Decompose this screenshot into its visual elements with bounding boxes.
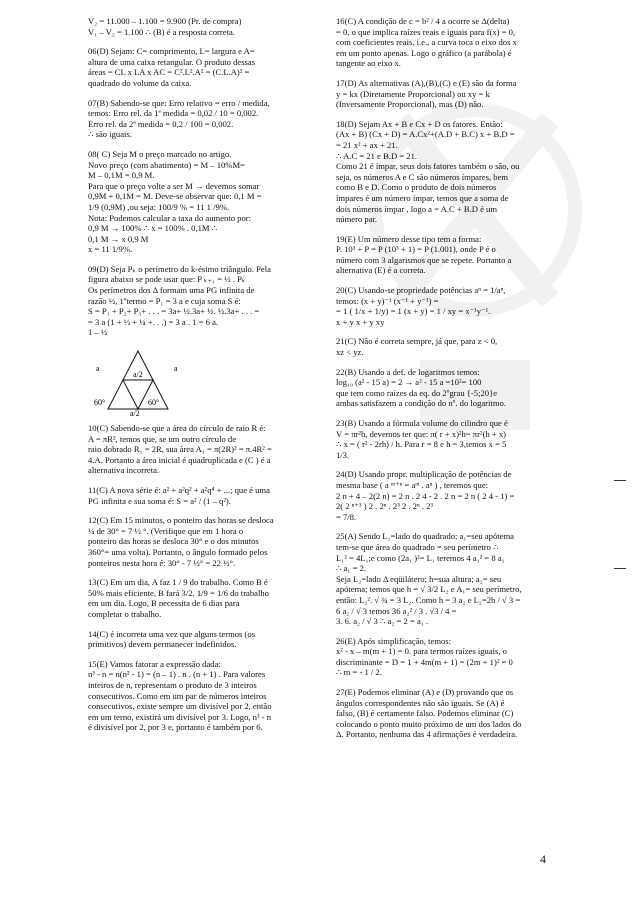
text-line: ∴ m = - 1 / 2. bbox=[336, 667, 382, 678]
text-line: seja, os números A e C são números ímpares, bem bbox=[336, 171, 509, 182]
text-line: em um ponto apenas. Logo o gráfico (a parábola) é bbox=[336, 47, 512, 58]
text-line: em um terno, existirá um divisível por 3. Logo, n³ - n bbox=[88, 711, 272, 722]
text-line: consecutivos. Como em um par de números inteiros bbox=[88, 690, 267, 701]
answer-paragraph bbox=[336, 418, 560, 460]
text-line: temos: (x + y)⁻¹ (x⁻¹ + y⁻¹) = bbox=[336, 295, 439, 306]
text-line: inteiros de n, representam o produto de 3 inteiros bbox=[88, 679, 257, 690]
text-line: log₁₀ (a² - 15 a) = 2 → a² - 15 a =10²= 100 bbox=[336, 377, 482, 388]
text-line: 27(E) Podemos eliminar (A) e (D) provando que os bbox=[336, 687, 514, 698]
text-line: 11(C) A nova série é: a² + a²q² + a²q⁴ + ...; que é uma bbox=[88, 485, 270, 495]
text-line: razão ½, 1ºtermo = P₁ = 3 a e cuja soma S é: bbox=[88, 295, 241, 306]
text-line: 6 a₂ / √ 3 temos 36 a₂² / 3 . √3 / 4 = bbox=[336, 605, 457, 616]
text-line: 12(C) Em 15 minutos, o ponteiro das horas se desloca bbox=[88, 515, 274, 526]
text-line: x + y x + y xy bbox=[336, 316, 385, 327]
page-number: 4 bbox=[540, 852, 546, 866]
text-line: 2 n + 4 – 2(2 n) = 2 n . 2 4 - 2 . 2 n = 2 n ( 2 4 - 1) = bbox=[336, 490, 515, 501]
text-line: figura abaixo se pode usar que: P ₖ₊₁ = ½ . Pₖ bbox=[88, 274, 246, 285]
answer-paragraph bbox=[336, 367, 560, 409]
text-line: x² - x – m(m + 1) = 0. para termos raízes iguais, o bbox=[336, 646, 507, 657]
text-line: número par. bbox=[336, 214, 378, 225]
text-line: 0,9M + 0,1M = M. Deve-se observar que: 0,1 M = bbox=[88, 191, 262, 202]
text-line: tangente ao eixo x. bbox=[336, 58, 401, 69]
triangle-label: a/2 bbox=[133, 370, 143, 380]
text-line: 10(C) Sabendo-se que a área do círculo de raio R é: bbox=[88, 423, 266, 434]
text-line: S = P₁ + P₂+ P₃+ . . . = 3a+ ½.3a+ ½. ½.3a+ . . . = bbox=[88, 306, 260, 317]
text-line: ímpares é um número ímpar, temos que a soma de bbox=[336, 192, 509, 203]
triangle-label: a/2 bbox=[130, 409, 140, 418]
text-line: = 3 a (1 + ½ + ¼ +. . .) = 3 a . 1 = 6 a. bbox=[88, 316, 219, 327]
text-line: 09(D) Seja Pₖ o perímetro do k-ésimo triângulo. Pela bbox=[88, 263, 271, 274]
answer-paragraph bbox=[88, 46, 314, 88]
text-line: 07(B) Sabendo-se que: Erro relativo = erro / medida, bbox=[88, 97, 270, 108]
text-line: consecutivos, existe sempre um divisível por 2, então bbox=[88, 701, 272, 712]
answer-paragraph bbox=[88, 659, 314, 733]
text-line: que tem como raízes da eq. do 2ºgrau {-5;20}e bbox=[336, 387, 498, 398]
text-line: ângulos correspondentes não são iguais. Se (A) é bbox=[336, 697, 505, 708]
text-line: raio dobrado R₁ = 2R, sua área A₁ = π(2R)² = π.4R² = bbox=[88, 444, 272, 455]
text-line: V₁ – V₂ = 1.100 ∴ (B) é a resposta correta. bbox=[88, 26, 235, 37]
text-line: colocando o ponto muito próximo de um dos lados do bbox=[336, 718, 522, 729]
right-column bbox=[336, 16, 560, 749]
text-line: 20(C) Usando-se propriedade potências aⁿ = 1/aⁿ, bbox=[336, 285, 506, 296]
text-line: Novo preço (com abatimento) = M – 10%M= bbox=[88, 159, 245, 170]
text-line: tem-se que área do quadrado = seu perímetro ∴ bbox=[336, 541, 499, 552]
text-line: como B e D. Como o produto de dois números bbox=[336, 182, 497, 193]
text-line: dois números ímpar , logo a = A.C + B.D é um bbox=[336, 203, 498, 214]
answer-paragraph bbox=[88, 149, 314, 255]
answer-paragraph bbox=[88, 515, 314, 568]
text-line: ∴ são iguais. bbox=[88, 129, 132, 140]
text-line: Os perímetros dos Δ formam uma PG infinita de bbox=[88, 285, 255, 296]
triangle-label: 60° bbox=[94, 398, 106, 408]
text-line: Para que o preço volte a ser M → devemos somar bbox=[88, 180, 260, 191]
text-line: (Ax + B) (Cx + D) = A.Cx²+(A.D + B.C) x + B.D = bbox=[336, 129, 515, 140]
answer-paragraph bbox=[336, 16, 560, 69]
text-line: 14(C) é incorreta uma vez que alguns termos (os bbox=[88, 628, 256, 639]
answer-paragraph bbox=[336, 469, 560, 522]
answer-paragraph bbox=[88, 577, 314, 619]
answer-paragraph bbox=[336, 78, 560, 110]
answer-paragraph bbox=[336, 234, 560, 276]
left-column bbox=[88, 16, 314, 742]
answer-paragraph bbox=[336, 119, 560, 225]
text-line: 1/3. bbox=[336, 449, 350, 460]
text-line: 1 – ½ bbox=[88, 327, 108, 338]
text-line: xz < yz. bbox=[336, 347, 364, 358]
text-line: Como 21 é ímpar, seus dois fatores também o são, ou bbox=[336, 161, 520, 172]
triangle-label: 60° bbox=[148, 398, 160, 408]
text-line: 25(A) Sendo L₁=lado do quadrado; a₁=seu apótema bbox=[336, 531, 514, 542]
triangle-label: a bbox=[174, 364, 178, 374]
margin-mark bbox=[614, 568, 626, 569]
text-line: 13(C) Em um dia, A faz 1 / 9 do trabalho. Como B é bbox=[88, 577, 268, 588]
text-line: 21(C) Não é correta sempre, já que, para z < 0, bbox=[336, 336, 498, 347]
text-line: 17(D) As alternativas (A),(B),(C) e (E) são da forma bbox=[336, 77, 517, 88]
text-line: 0,1 M → x 0,9 M bbox=[88, 233, 149, 244]
text-line: A = πR², temos que, se um outro círculo de bbox=[88, 433, 237, 444]
text-line: 24(D) Usando propr. multiplicação de potências de bbox=[336, 469, 512, 480]
text-line: 1/9 (0,9M) ,ou seja: 100/9 % = 11 1 /9%. bbox=[88, 201, 230, 212]
margin-mark bbox=[614, 480, 626, 481]
text-line: número com 3 algarismos que se repete. Portanto a bbox=[336, 254, 512, 265]
text-line: L₁² = 4L₁;e como (2a₁ )²= L₁ teremos 4 a₁² = 8 a₁ bbox=[336, 552, 505, 563]
text-line: Erro rel. da 2ª medida = 0,2 / 100 = 0,002. bbox=[88, 118, 234, 129]
text-line: temos: Erro rel. da 1ª medida = 0,02 / 10 = 0,002. bbox=[88, 108, 259, 119]
text-line: 50% mais eficiente, B fará 3/2. 1/9 = 1/6 do trabalho bbox=[88, 587, 269, 598]
text-line: 16(C) A condição de c = b² / 4 a ocorre se Δ(delta) bbox=[336, 16, 510, 26]
text-line: 3. 6. a₂ / √ 3 ∴ a₂ = 2 = a₁ . bbox=[336, 616, 429, 627]
text-line: alternativa incorreta. bbox=[88, 465, 160, 476]
text-line: ¼ de 30° = 7 ½ °. (Verifique que em 1 hora o bbox=[88, 525, 244, 536]
triangle-label: a bbox=[96, 364, 100, 374]
text-line: = 1 ( 1/x + 1/y) = 1 (x + y) = 1 / xy = x⁻¹y⁻¹. bbox=[336, 306, 491, 317]
answer-paragraph bbox=[336, 636, 560, 678]
triangle-figure bbox=[88, 347, 208, 417]
text-line: falso, (B) é certamente falso. Podemos eliminar (C) bbox=[336, 708, 514, 719]
answer-paragraph bbox=[88, 98, 314, 140]
answer-paragraph bbox=[336, 687, 560, 740]
answer-paragraph bbox=[88, 264, 314, 338]
text-line: discriminante = D = 1 + 4m(m + 1) = (2m + 1)² = 0 bbox=[336, 656, 513, 667]
text-line: 360°= uma volta). Portanto, o ângulo formado pelos bbox=[88, 546, 268, 557]
text-line: áreas = CL x LA x AC = C².L².A² = (C.L.A)² = bbox=[88, 67, 250, 78]
text-line: = 0, o que implica raízes reais e iguais para f(x) = 0, bbox=[336, 26, 516, 37]
text-line: ∴ A.C = 21 e B.D = 21. bbox=[336, 150, 418, 161]
text-line: V₂ = 11.000 – 1.100 = 9.900 (Pr. de compra) bbox=[88, 16, 242, 26]
answer-paragraph bbox=[336, 285, 560, 327]
text-line: ∴ a₁ = 2. bbox=[336, 563, 367, 574]
answer-paragraph bbox=[336, 531, 560, 626]
text-line: ∴ x = ( r² - 2rh) / h. Para r = 8 e h = 3,temos x = 5 bbox=[336, 439, 507, 450]
text-line: 22(B) Usando a def. de logaritmos temos: bbox=[336, 366, 480, 377]
text-line: ambas satisfazem a condição do nº. do logaritmo. bbox=[336, 398, 506, 409]
text-line: apótema; temos que h = √ 3/2 L₂ e A₁= seu perímetro, bbox=[336, 584, 522, 595]
text-line: = 7/8. bbox=[336, 511, 357, 522]
text-line: quadrado do volume da caixa. bbox=[88, 77, 192, 88]
text-line: ponteiros nesta hora é: 30° - 7 ½° = 22 ½°. bbox=[88, 557, 236, 568]
text-line: então: L₂². √ ¾ = 3 L₂. Como h = 3 a₂ e L₂=2h / √ 3 = bbox=[336, 594, 521, 605]
answer-paragraph bbox=[88, 16, 314, 37]
text-line: 4.A. Portanto a área inicial é quadruplicada e (C ) é a bbox=[88, 454, 271, 465]
answer-paragraph bbox=[88, 629, 314, 650]
text-line: V = πr²h, devemos ter que: π( r + x)²h= πr²(h + x) bbox=[336, 428, 507, 439]
text-line: (Inversamente Proporcional), mas (D) não. bbox=[336, 99, 484, 110]
text-line: 23(B) Usando a fórmula volume do cilindro que é bbox=[336, 418, 508, 428]
text-line: x = 11 1/9%. bbox=[88, 244, 133, 255]
answer-paragraph bbox=[88, 423, 314, 476]
text-line: PG infinita e sua soma é: S = a² / (1 – q²). bbox=[88, 495, 231, 506]
text-line: P. 10³ + P = P (10³ + 1) = P (1.001), onde P é o bbox=[336, 244, 496, 255]
text-line: ponteiro das horas se desloca 30° e o dos minutos bbox=[88, 536, 259, 547]
text-line: Δ. Portanto, nenhuma das 4 afirmações é verdadeira. bbox=[336, 729, 518, 740]
text-line: completar o trabalho. bbox=[88, 608, 162, 619]
text-line: n³ - n = n(n² - 1) = (n – 1) . n . (n + 1) . Para valores bbox=[88, 669, 266, 680]
answer-paragraph bbox=[88, 485, 314, 506]
text-line: 08( C) Seja M o preço marcado no artigo. bbox=[88, 148, 232, 159]
text-line: alternativa (E) é a correta. bbox=[336, 265, 426, 276]
text-line: y = kx (Diretamente Proporcional) ou xy = k bbox=[336, 88, 490, 99]
text-line: Nota: Podemos calcular a taxa do aumento por: bbox=[88, 212, 251, 223]
text-line: primitivos) devem permanecer indefinidos. bbox=[88, 639, 237, 650]
text-line: mesma base ( a ᵐ⁺ⁿ = aᵐ . aⁿ ) , teremos que: bbox=[336, 479, 489, 490]
text-line: 0,9 M → 100% ∴ x = 100% . 0,1M ∴ bbox=[88, 223, 218, 234]
text-line: 19(E) Um número desse tipo tem a forma: bbox=[336, 233, 482, 244]
text-line: = 21 x² + ax + 21. bbox=[336, 139, 398, 150]
text-line: altura de uma caixa retangular. O produto dessas bbox=[88, 56, 256, 67]
text-line: 2( 2 ⁿ⁺³ ) 2 . 2ⁿ . 2³ 2 . 2ⁿ . 2³ bbox=[336, 501, 434, 512]
text-line: com coeficientes reais, i.e., a curva toca o eixo dos x bbox=[336, 37, 517, 48]
text-line: é divisível por 2, por 3 e, portanto é também por 6. bbox=[88, 722, 263, 733]
text-line: M – 0,1M = 0,9 M. bbox=[88, 170, 155, 181]
text-line: 26(E) Após simplificação, temos: bbox=[336, 635, 452, 646]
text-line: em um dia. Logo, B necessita de 6 dias para bbox=[88, 598, 240, 609]
text-line: 18(D) Sejam Ax + B e Cx + D os fatores. Então: bbox=[336, 118, 503, 129]
text-line: Seja L₂=lado Δ eqüilátero; h=sua altura; a₂= seu bbox=[336, 573, 502, 584]
text-line: 15(E) Vamos fatorar a expressão dada: bbox=[88, 658, 221, 669]
answer-paragraph bbox=[336, 336, 560, 357]
text-line: 06(D) Sejam: C= comprimento, L= largura e A= bbox=[88, 46, 255, 57]
